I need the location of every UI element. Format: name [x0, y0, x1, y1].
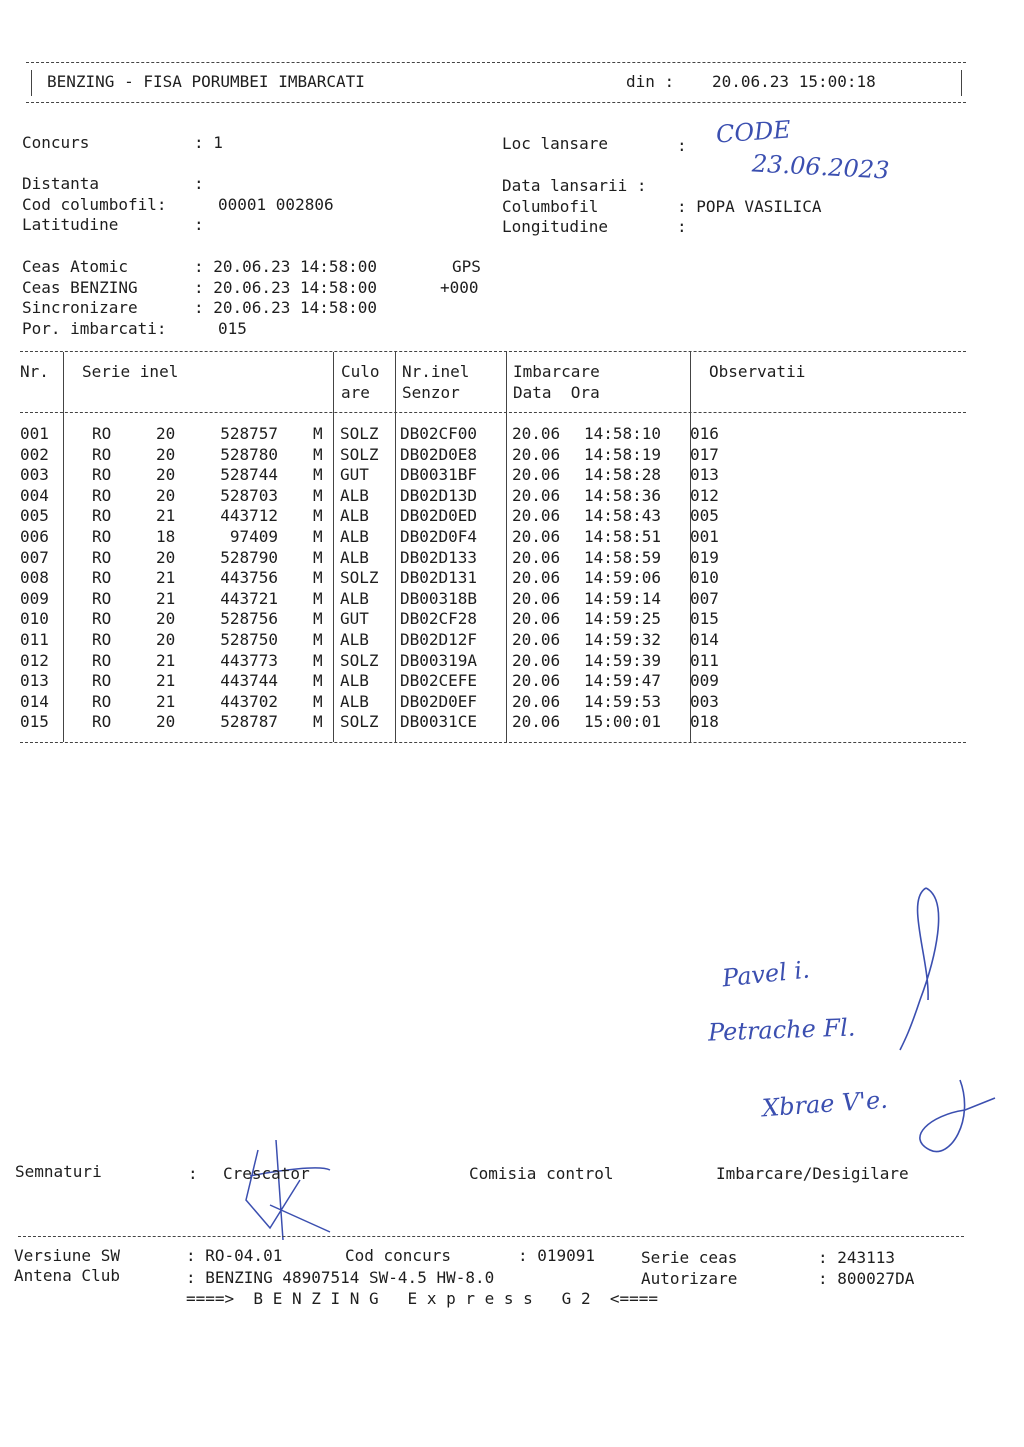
handwritten-note-line3: Xbrae V'e.: [761, 1085, 889, 1123]
row-sex: M: [313, 527, 323, 546]
row-obs: 010: [690, 568, 719, 588]
loc-lansare-label: Loc lansare: [502, 134, 608, 153]
handwritten-date: 23.06.2023: [751, 149, 891, 185]
columbofil-value: : POPA VASILICA: [677, 197, 822, 216]
row-sensor: DB02CEFE: [400, 671, 478, 691]
row-country: RO: [92, 527, 112, 546]
row-date: 20.06: [512, 588, 561, 608]
row-country: RO: [92, 609, 112, 629]
cod-columbofil-label: Cod columbofil:: [22, 195, 167, 214]
sincronizare-value: : 20.06.23 14:58:00: [194, 298, 378, 317]
row-nr: 003: [20, 465, 49, 485]
row-sensor: DB02D12F: [400, 630, 478, 649]
row-date: 20.06: [512, 424, 561, 443]
row-year: 20: [156, 444, 176, 464]
row-sensor: DB02D0ED: [400, 506, 478, 526]
autorizare-value: : 800027DA: [818, 1269, 915, 1288]
row-sex: M: [313, 485, 323, 505]
row-year: 20: [156, 424, 176, 443]
row-ring: 528780: [220, 444, 278, 464]
row-sex: M: [313, 424, 323, 443]
distanta-colon: :: [194, 174, 204, 193]
row-obs: 005: [690, 506, 719, 526]
document-title: BENZING - FISA PORUMBEI IMBARCATI: [47, 72, 365, 91]
cod-concurs-label: Cod concurs: [345, 1246, 451, 1265]
table-row: [0, 445, 1024, 466]
row-sex: M: [313, 506, 323, 526]
row-ring: 443756: [220, 568, 278, 588]
row-sensor: DB02D131: [400, 568, 478, 588]
row-nr: 001: [20, 424, 49, 443]
row-year: 20: [156, 712, 176, 732]
antena-club-label: Antena Club: [14, 1266, 120, 1285]
row-nr: 011: [20, 630, 49, 649]
table-row: [0, 486, 1024, 507]
row-nr: 002: [20, 444, 49, 464]
row-country: RO: [92, 712, 112, 732]
row-sensor: DB0031CE: [400, 712, 478, 732]
row-time: 14:59:53: [584, 691, 662, 711]
por-imbarcati-label: Por. imbarcati:: [22, 319, 167, 338]
row-color: SOLZ: [340, 424, 379, 443]
row-obs: 018: [690, 712, 719, 732]
row-color: SOLZ: [340, 650, 379, 670]
table-row: [0, 671, 1024, 692]
row-sensor: DB02D133: [400, 547, 478, 567]
row-sex: M: [313, 465, 323, 485]
row-country: RO: [92, 424, 112, 443]
row-color: SOLZ: [340, 444, 379, 464]
row-year: 20: [156, 485, 176, 505]
row-sex: M: [313, 650, 323, 670]
row-obs: 011: [690, 650, 719, 670]
row-date: 20.06: [512, 444, 561, 464]
row-time: 14:59:25: [584, 609, 662, 629]
th-nr: Nr.: [20, 362, 49, 381]
row-nr: 008: [20, 568, 49, 588]
table-row: [0, 548, 1024, 569]
longitudine-label: Longitudine: [502, 217, 608, 236]
row-sensor: DB02D0F4: [400, 527, 478, 546]
th-culoare-1: Culo: [341, 362, 380, 381]
row-color: ALB: [340, 671, 369, 691]
row-year: 21: [156, 506, 176, 526]
table-bottom-rule: [20, 742, 966, 743]
row-ring: 528744: [220, 465, 278, 485]
row-date: 20.06: [512, 609, 561, 629]
row-country: RO: [92, 568, 112, 588]
th-nrinel-2: Senzor: [402, 383, 460, 402]
row-color: SOLZ: [340, 568, 379, 588]
table-row: [0, 692, 1024, 713]
header-right-border: [961, 70, 962, 96]
row-date: 20.06: [512, 465, 561, 485]
row-ring: 528756: [220, 609, 278, 629]
footer-rule: [18, 1236, 964, 1237]
row-nr: 006: [20, 527, 49, 546]
row-time: 14:59:47: [584, 671, 662, 691]
row-ring: 443773: [220, 650, 278, 670]
row-ring: 443702: [220, 691, 278, 711]
row-sex: M: [313, 712, 323, 732]
ceas-atomic-suffix: GPS: [452, 257, 481, 276]
table-header-rule: [20, 412, 966, 413]
row-ring: 528703: [220, 485, 278, 505]
versiune-sw-label: Versiune SW: [14, 1246, 120, 1265]
handwritten-note-line1: Pavel i.: [720, 955, 811, 993]
header-top-rule: [26, 62, 966, 63]
din-label: din :: [626, 72, 675, 91]
row-year: 20: [156, 547, 176, 567]
row-year: 21: [156, 671, 176, 691]
row-color: ALB: [340, 527, 369, 546]
th-serie-inel: Serie inel: [82, 362, 179, 381]
row-sex: M: [313, 547, 323, 567]
row-time: 15:00:01: [584, 712, 662, 732]
row-time: 14:58:10: [584, 424, 662, 443]
table-top-rule: [20, 351, 966, 352]
row-date: 20.06: [512, 485, 561, 505]
row-year: 21: [156, 588, 176, 608]
row-sex: M: [313, 671, 323, 691]
ceas-benzing-suffix: +000: [440, 278, 479, 297]
row-sex: M: [313, 444, 323, 464]
row-year: 20: [156, 465, 176, 485]
row-time: 14:59:06: [584, 568, 662, 588]
row-year: 20: [156, 609, 176, 629]
row-sensor: DB00319A: [400, 650, 478, 670]
row-nr: 010: [20, 609, 49, 629]
table-row: [0, 609, 1024, 630]
row-nr: 013: [20, 671, 49, 691]
row-color: ALB: [340, 485, 369, 505]
row-sensor: DB02D0E8: [400, 444, 478, 464]
columbofil-label: Columbofil: [502, 197, 599, 216]
row-time: 14:58:59: [584, 547, 662, 567]
table-row: [0, 568, 1024, 589]
row-nr: 012: [20, 650, 49, 670]
handwritten-note-line2: Petrache Fl.: [707, 1013, 856, 1047]
row-year: 18: [156, 527, 176, 546]
concurs-label: Concurs: [22, 133, 90, 152]
latitudine-colon: :: [194, 215, 204, 234]
row-obs: 009: [690, 671, 719, 691]
autorizare-label: Autorizare: [641, 1269, 738, 1288]
row-ring: 443744: [220, 671, 278, 691]
row-country: RO: [92, 444, 112, 464]
table-row: [0, 424, 1024, 445]
table-row: [0, 589, 1024, 610]
row-sensor: DB02D0EF: [400, 691, 478, 711]
row-time: 14:58:43: [584, 506, 662, 526]
row-obs: 015: [690, 609, 719, 629]
row-ring: 528787: [220, 712, 278, 732]
th-culoare-2: are: [341, 383, 370, 402]
row-sex: M: [313, 630, 323, 649]
th-observatii: Observatii: [709, 362, 806, 381]
serie-ceas-value: : 243113: [818, 1248, 896, 1267]
row-date: 20.06: [512, 712, 561, 732]
por-imbarcati-value: 015: [218, 319, 247, 338]
row-sex: M: [313, 691, 323, 711]
row-ring: 528750: [220, 630, 278, 649]
header-left-border: [31, 70, 32, 96]
row-date: 20.06: [512, 691, 561, 711]
row-nr: 014: [20, 691, 49, 711]
row-date: 20.06: [512, 547, 561, 567]
serie-ceas-label: Serie ceas: [641, 1248, 738, 1267]
row-time: 14:59:32: [584, 630, 662, 649]
row-obs: 012: [690, 485, 719, 505]
loc-lansare-colon: :: [677, 136, 687, 155]
row-year: 20: [156, 630, 176, 649]
comisia-control-label: Comisia control: [469, 1164, 614, 1183]
row-date: 20.06: [512, 671, 561, 691]
ceas-benzing-value: : 20.06.23 14:58:00: [194, 278, 378, 297]
row-color: ALB: [340, 630, 369, 649]
row-sensor: DB0031BF: [400, 465, 478, 485]
longitudine-colon: :: [677, 217, 687, 236]
row-country: RO: [92, 547, 112, 567]
row-country: RO: [92, 506, 112, 526]
row-sensor: DB02CF00: [400, 424, 478, 443]
row-year: 21: [156, 650, 176, 670]
row-date: 20.06: [512, 630, 561, 649]
cod-columbofil-value: 00001 002806: [218, 195, 334, 214]
row-sensor: DB02CF28: [400, 609, 478, 629]
row-time: 14:59:39: [584, 650, 662, 670]
ceas-atomic-label: Ceas Atomic: [22, 257, 128, 276]
row-ring: 528757: [220, 424, 278, 443]
row-country: RO: [92, 630, 112, 649]
cod-concurs-value: : 019091: [518, 1246, 596, 1265]
table-row: [0, 630, 1024, 651]
row-sensor: DB00318B: [400, 588, 478, 608]
antena-club-value: : BENZING 48907514 SW-4.5 HW-8.0: [186, 1268, 495, 1287]
row-time: 14:58:28: [584, 465, 662, 485]
row-country: RO: [92, 691, 112, 711]
row-color: ALB: [340, 547, 369, 567]
row-time: 14:59:14: [584, 588, 662, 608]
row-sex: M: [313, 568, 323, 588]
row-obs: 019: [690, 547, 719, 567]
row-obs: 007: [690, 588, 719, 608]
imbarcare-desigilare-label: Imbarcare/Desigilare: [716, 1164, 909, 1183]
data-lansarii-label: Data lansarii :: [502, 176, 647, 195]
row-obs: 014: [690, 630, 719, 649]
crescator-label: Crescator: [223, 1164, 310, 1183]
row-date: 20.06: [512, 650, 561, 670]
th-imbarcare-2: Data Ora: [513, 383, 600, 402]
table-row: [0, 465, 1024, 486]
row-obs: 001: [690, 527, 719, 546]
row-color: SOLZ: [340, 712, 379, 732]
table-row: [0, 506, 1024, 527]
row-color: ALB: [340, 691, 369, 711]
row-ring: 97409: [229, 527, 278, 546]
row-obs: 003: [690, 691, 719, 711]
row-country: RO: [92, 588, 112, 608]
row-year: 21: [156, 568, 176, 588]
row-country: RO: [92, 465, 112, 485]
ceas-benzing-label: Ceas BENZING: [22, 278, 138, 297]
row-obs: 017: [690, 444, 719, 464]
table-row: [0, 712, 1024, 733]
row-sensor: DB02D13D: [400, 485, 478, 505]
row-color: GUT: [340, 465, 369, 485]
table-row: [0, 527, 1024, 548]
row-time: 14:58:19: [584, 444, 662, 464]
handwritten-location: CODE: [715, 115, 792, 149]
row-ring: 528790: [220, 547, 278, 567]
row-country: RO: [92, 650, 112, 670]
latitudine-label: Latitudine: [22, 215, 119, 234]
table-row: [0, 651, 1024, 672]
row-country: RO: [92, 671, 112, 691]
row-ring: 443712: [220, 506, 278, 526]
row-nr: 015: [20, 712, 49, 732]
row-date: 20.06: [512, 506, 561, 526]
row-color: GUT: [340, 609, 369, 629]
sincronizare-label: Sincronizare: [22, 298, 138, 317]
semnaturi-colon: :: [188, 1164, 198, 1183]
row-time: 14:58:51: [584, 527, 662, 546]
concurs-value: : 1: [194, 133, 223, 152]
row-nr: 009: [20, 588, 49, 608]
th-imbarcare-1: Imbarcare: [513, 362, 600, 381]
row-time: 14:58:36: [584, 485, 662, 505]
row-date: 20.06: [512, 527, 561, 546]
distanta-label: Distanta: [22, 174, 100, 193]
versiune-sw-value: : RO-04.01: [186, 1246, 283, 1265]
row-obs: 013: [690, 465, 719, 485]
row-sex: M: [313, 588, 323, 608]
din-value: 20.06.23 15:00:18: [712, 72, 876, 91]
row-nr: 004: [20, 485, 49, 505]
row-sex: M: [313, 609, 323, 629]
benzing-express-banner: ====> B E N Z I N G E x p r e s s G 2 <====: [186, 1289, 659, 1308]
row-country: RO: [92, 485, 112, 505]
row-nr: 005: [20, 506, 49, 526]
row-date: 20.06: [512, 568, 561, 588]
th-nrinel-1: Nr.inel: [402, 362, 470, 381]
header-bottom-rule: [26, 102, 966, 103]
row-obs: 016: [690, 424, 719, 443]
row-ring: 443721: [220, 588, 278, 608]
row-color: ALB: [340, 506, 369, 526]
ceas-atomic-value: : 20.06.23 14:58:00: [194, 257, 378, 276]
row-nr: 007: [20, 547, 49, 567]
row-year: 21: [156, 691, 176, 711]
row-color: ALB: [340, 588, 369, 608]
semnaturi-label: Semnaturi: [15, 1162, 102, 1181]
